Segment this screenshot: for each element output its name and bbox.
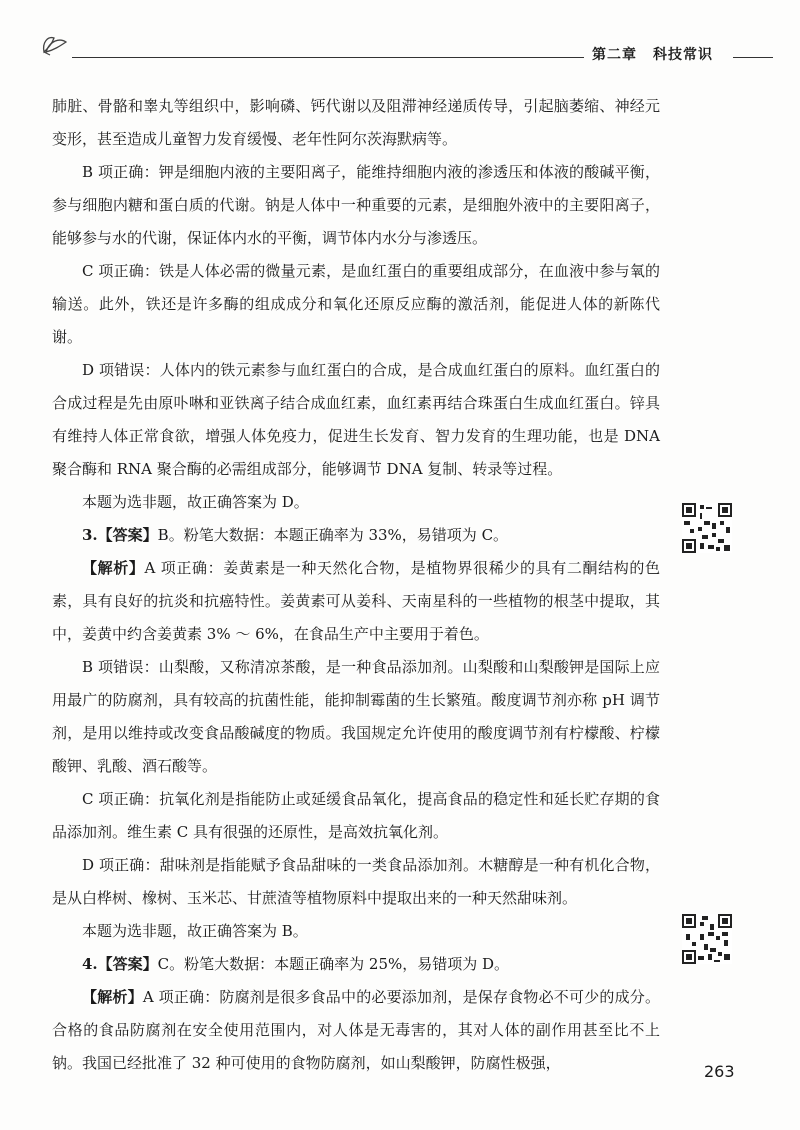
paragraph: D 项正确：甜味剂是指能赋予食品甜味的一类食品添加剂。木糖醇是一种有机化合物，是从白桦树、橡树、玉米芯、甘蔗渣等植物原料中提取出来的一种天然甜味剂。	[52, 856, 660, 907]
page-header	[0, 0, 800, 70]
answer-tag: 4.【答案】	[82, 955, 158, 973]
analysis-tag: 【解析】	[82, 988, 143, 1006]
page-body	[52, 90, 660, 1080]
paragraph: C 项正确：铁是人体必需的微量元素，是血红蛋白的重要组成部分，在血液中参与氧的输送。此外，铁还是许多酶的组成成分和氧化还原反应酶的激活剂，能促进人体的新陈代谢。	[52, 262, 660, 346]
paragraph: 本题为选非题，故正确答案为 D。	[82, 493, 309, 511]
analysis-paragraph: 【解析】A 项正确：姜黄素是一种天然化合物，是植物界很稀少的具有二酮结构的色素，具有良好的抗炎和抗癌特性。姜黄素可从姜科、天南星科的一些植物的根茎中提取，其中，姜黄中约含姜黄素 3% ～ 6%，在食品生产中主要用于着色。	[52, 559, 660, 643]
chapter-number: 第二章	[592, 47, 637, 63]
qr-code-icon[interactable]	[682, 914, 732, 964]
analysis-paragraph: 【解析】A 项正确：防腐剂是很多食品中的必要添加剂，是保存食物必不可少的成分。合格的食品防腐剂在安全使用范围内，对人体是无毒害的，其对人体的副作用甚至比不上钠。我国已经批准了 32 种可使用的食物防腐剂，如山梨酸钾，防腐性极强，	[52, 988, 660, 1072]
paragraph: B 项正确：钾是细胞内液的主要阳离子，能维持细胞内液的渗透压和体液的酸碱平衡，参与细胞内糖和蛋白质的代谢。钠是人体中一种重要的元素，是细胞外液中的主要阳离子，能够参与水的代谢，保证体内水的平衡，调节体内水分与渗透压。	[52, 163, 660, 247]
chapter-title	[592, 44, 713, 64]
answer-tag: 3.【答案】	[82, 526, 158, 544]
leaf-icon	[38, 32, 74, 56]
analysis-tag: 【解析】	[82, 559, 145, 577]
header-rule	[72, 57, 584, 58]
header-rule-end	[733, 57, 773, 58]
qr-code-icon[interactable]	[682, 503, 732, 553]
page-number: 263	[704, 1062, 735, 1081]
paragraph: 肺脏、骨骼和睾丸等组织中，影响磷、钙代谢以及阻滞神经递质传导，引起脑萎缩、神经元变形，甚至造成儿童智力发育缓慢、老年性阿尔茨海默病等。	[52, 97, 660, 148]
answer-line: 4.【答案】C。粉笔大数据：本题正确率为 25%，易错项为 D。	[82, 955, 510, 973]
paragraph: B 项错误：山梨酸，又称清凉茶酸，是一种食品添加剂。山梨酸和山梨酸钾是国际上应用最广的防腐剂，具有较高的抗菌性能，能抑制霉菌的生长繁殖。酸度调节剂亦称 pH 调节剂，是用以维持或改变食品酸碱度的物质。我国规定允许使用的酸度调节剂有柠檬酸、柠檬酸钾、乳酸、酒石酸等。	[52, 658, 660, 775]
answer-line: 3.【答案】B。粉笔大数据：本题正确率为 33%，易错项为 C。	[82, 526, 509, 544]
chapter-section: 科技常识	[653, 47, 713, 63]
paragraph: 本题为选非题，故正确答案为 B。	[82, 922, 308, 940]
paragraph: C 项正确：抗氧化剂是指能防止或延缓食品氧化，提高食品的稳定性和延长贮存期的食品添加剂。维生素 C 具有很强的还原性，是高效抗氧化剂。	[52, 790, 660, 841]
paragraph: D 项错误：人体内的铁元素参与血红蛋白的合成，是合成血红蛋白的原料。血红蛋白的合成过程是先由原卟啉和亚铁离子结合成血红素，血红素再结合珠蛋白生成血红蛋白。锌具有维持人体正常食欲，增强人体免疫力，促进生长发育、智力发育的生理功能，也是 DNA 聚合酶和 RNA 聚合酶的必需组成部分，能够调节 DNA 复制、转录等过程。	[52, 361, 660, 478]
